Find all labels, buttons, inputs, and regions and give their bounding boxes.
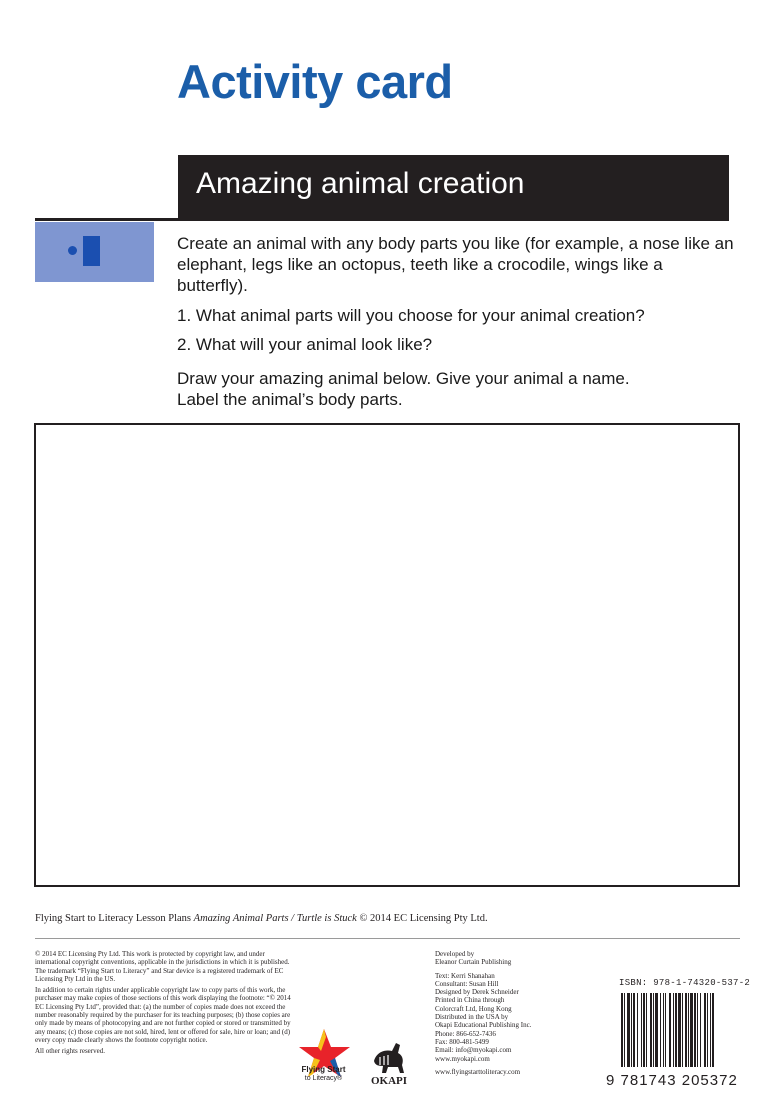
credit-line: Designed by Derek Schneider — [435, 988, 519, 997]
barcode-number: 9 781743 205372 — [606, 1072, 738, 1089]
activity-tag — [35, 222, 154, 282]
credit-line: www.myokapi.com — [435, 1054, 490, 1063]
credit-line: Okapi Educational Publishing Inc. — [435, 1021, 532, 1030]
footer-divider — [35, 938, 740, 939]
title-banner — [178, 155, 729, 218]
okapi-label: OKAPI — [370, 1075, 408, 1087]
drawing-area[interactable] — [34, 423, 740, 887]
draw-instruction-2: Label the animal’s body parts. — [177, 390, 403, 409]
question-2: 2. What will your animal look like? — [177, 335, 433, 354]
copyright-notice — [35, 950, 295, 1059]
credit-line: Email: info@myokapi.com — [435, 1046, 512, 1055]
instructions — [177, 233, 737, 410]
legal-paragraph: © 2014 EC Licensing Pty Ltd. This work is protected by copyright law, and under international copyright conventions, applicable in the jurisdictions in which it is published. The trademark “Flying Start to Literacy” and Star device is a registered trademark of EC Licensing Pty Ltd in the US. — [35, 950, 290, 983]
publisher-credits — [435, 950, 585, 1081]
credit-title: Amazing Animal Parts / Turtle is Stuck — [193, 913, 357, 924]
credit-prefix: Flying Start to Literacy Lesson Plans — [35, 913, 194, 924]
activity-heading: Amazing animal creation — [196, 167, 525, 200]
website-link[interactable]: www.flyingstarttoliteracy.com — [435, 1067, 521, 1076]
tag-dot-icon — [68, 246, 77, 255]
tag-bar-icon — [83, 236, 100, 266]
flying-start-sublabel: to Literacy® — [304, 1075, 343, 1082]
flying-start-label: Flying Start — [301, 1065, 346, 1074]
credit-line: Text: Kerri Shanahan — [435, 971, 495, 980]
legal-paragraph: All other rights reserved. — [35, 1047, 105, 1056]
banner-rule — [35, 218, 729, 221]
barcode-icon — [620, 993, 740, 1067]
instruction-intro: Create an animal with any body parts you like (for example, a nose like an elephant, legs like an octopus, teeth like a crocodile, wings like a butterfly). — [177, 234, 734, 295]
legal-paragraph: In addition to certain rights under applicable copyright law to copy parts of this work, the purchaser may make copies of those sections of this work displaying the footnote: “© 2014 EC Licensing Pty Ltd”, provided that: (a) the number of copies made does not exceed the number reasonably required by the purchaser for its teaching purposes; (b) those copies are only made by means of photocopying and are not further copied or stored or transmitted by any means; (c) those copies are not sold, hired, lent or offered for sale, hire or loan; and (d) every copy made clearly shows the footnote copyright notice. — [35, 986, 291, 1044]
credit-line: Distributed in the USA by — [435, 1013, 509, 1022]
developed-by: Developed by — [435, 950, 475, 958]
developer-name: Eleanor Curtain Publishing — [435, 958, 512, 967]
footer-credit — [35, 913, 488, 924]
credit-line: Consultant: Susan Hill — [435, 979, 499, 988]
credit-line: Printed in China through — [435, 996, 505, 1005]
isbn-label: ISBN: 978-1-74320-537-2 — [619, 978, 751, 988]
credit-line: Phone: 866-652-7436 — [435, 1029, 496, 1038]
credit-line: Colorcraft Ltd, Hong Kong — [435, 1004, 512, 1013]
page-title: Activity card — [177, 55, 453, 108]
credit-suffix: © 2014 EC Licensing Pty Ltd. — [356, 913, 488, 924]
question-1: 1. What animal parts will you choose for your animal creation? — [177, 306, 645, 325]
draw-instruction-1: Draw your amazing animal below. Give your animal a name. — [177, 369, 630, 388]
credit-line: Fax: 800-481-5499 — [435, 1037, 489, 1046]
okapi-logo-icon — [366, 1035, 412, 1087]
